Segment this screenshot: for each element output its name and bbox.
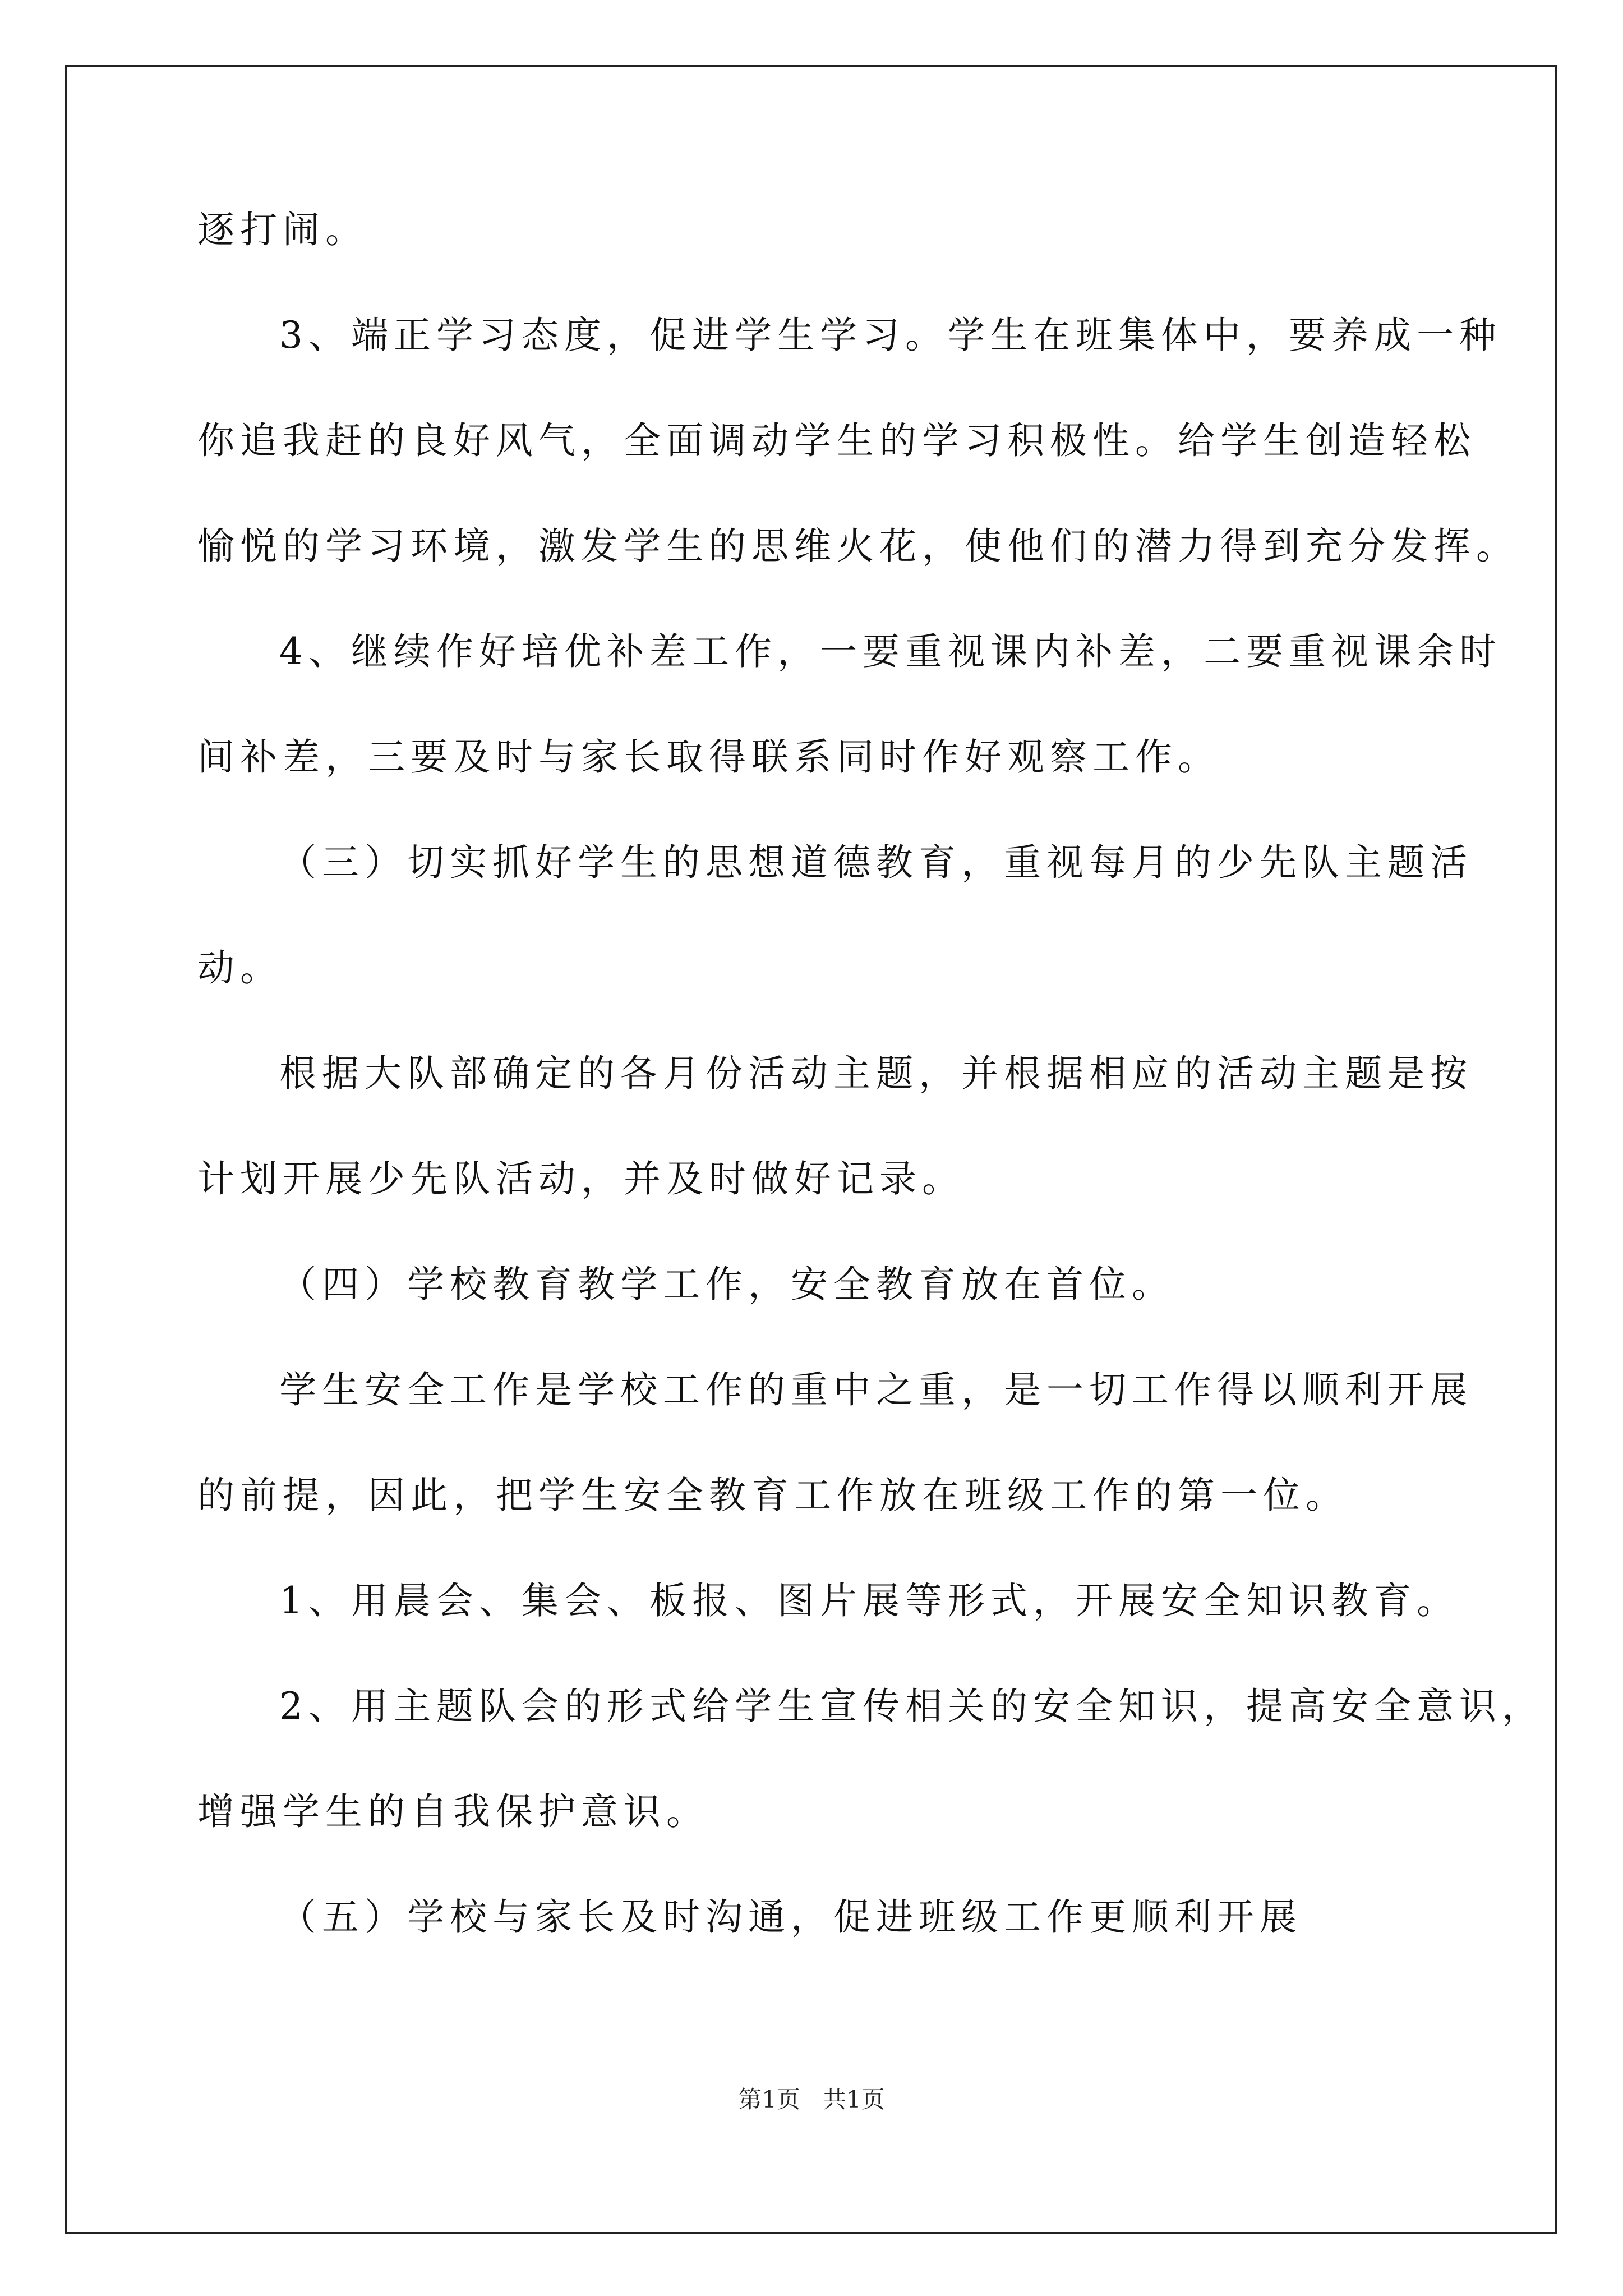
text-line: 计划开展少先队活动，并及时做好记录。 bbox=[197, 1157, 965, 1200]
text-line: 间补差，三要及时与家长取得联系同时作好观察工作。 bbox=[197, 735, 1220, 779]
text-line: （三）切实抓好学生的思想道德教育，重视每月的少先队主题活 bbox=[279, 841, 1473, 884]
text-line: （五）学校与家长及时沟通，促进班级工作更顺利开展 bbox=[279, 1895, 1302, 1939]
text-line: 愉悦的学习环境，激发学生的思维火花，使他们的潜力得到充分发挥。 bbox=[197, 524, 1519, 568]
text-line: 3、端正学习态度，促进学生学习。学生在班集体中，要养成一种 bbox=[279, 314, 1502, 357]
text-line: 1、用晨会、集会、板报、图片展等形式，开展安全知识教育。 bbox=[279, 1579, 1459, 1622]
text-line: （四）学校教育教学工作，安全教育放在首位。 bbox=[279, 1263, 1174, 1306]
text-line: 你追我赶的良好风气，全面调动学生的学习积极性。给学生创造轻松 bbox=[197, 419, 1476, 462]
text-line: 根据大队部确定的各月份活动主题，并根据相应的活动主题是按 bbox=[279, 1052, 1473, 1095]
text-line: 动。 bbox=[197, 946, 283, 990]
text-line: 的前提，因此，把学生安全教育工作放在班级工作的第一位。 bbox=[197, 1474, 1348, 1517]
text-line: 逐打闹。 bbox=[197, 208, 368, 251]
text-line: 2、用主题队会的形式给学生宣传相关的安全知识，提高安全意识， bbox=[279, 1685, 1544, 1728]
text-line: 4、继续作好培优补差工作，一要重视课内补差，二要重视课余时 bbox=[279, 630, 1502, 673]
text-line: 增强学生的自我保护意识。 bbox=[197, 1790, 709, 1833]
page-number-footer: 第1页 共1页 bbox=[738, 2086, 885, 2113]
text-line: 学生安全工作是学校工作的重中之重，是一切工作得以顺利开展 bbox=[279, 1368, 1473, 1411]
